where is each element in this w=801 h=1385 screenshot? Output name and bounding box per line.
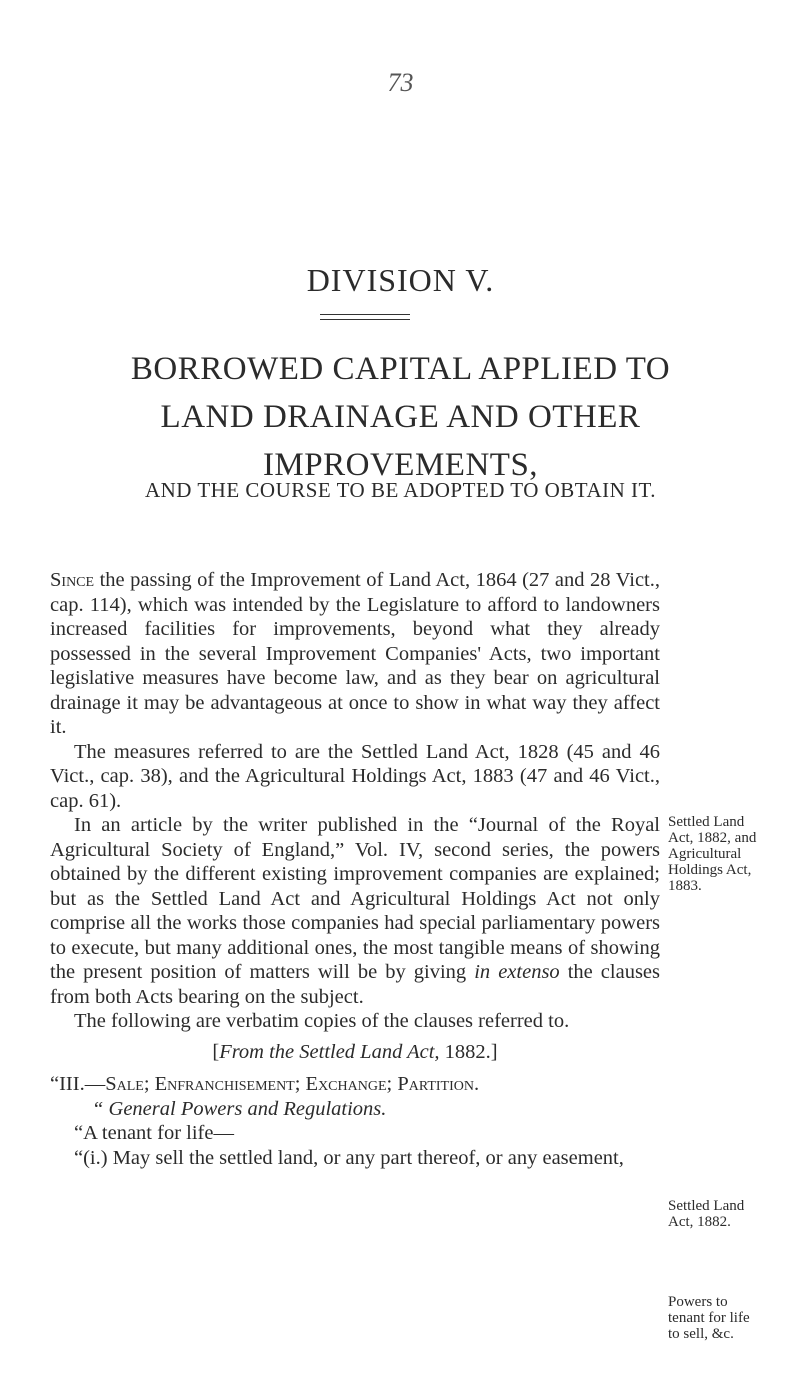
margin-note-1-line: Agricultural [668,846,742,862]
margin-note-2-line: Settled Land [668,1198,745,1214]
chapter-subtitle: AND THE COURSE TO BE ADOPTED TO OBTAIN IT. [144,478,657,502]
margin-note-1-line: 1883. [668,878,702,894]
general-powers-heading: “ General Powers and Regulations. [92,1097,387,1120]
margin-note-3-line: to sell, &c. [668,1326,734,1342]
paragraph-2: The measures referred to are the Settled Land Act, 1828 (45 and 46 Vict., cap. 38), and the Agricultural Holdings Act, 1883 (47 and 46 Vict., cap. 61). [50,740,660,812]
title-line-3: IMPROVEMENTS, [262,447,539,483]
margin-note-3-line: tenant for life [668,1310,750,1326]
margin-note-2-line: Act, 1882. [668,1214,731,1230]
margin-note-3-line: Powers to [668,1294,728,1310]
source-bracket: [ [212,1040,220,1063]
chapter-title [0,345,801,489]
paragraph-3-text: In an article by the writer published in the “Journal of the Royal Agricultural Society of England,” Vol. IV, second series, the powers obtained by the different existing improvement companies are explained; but as the Settled Land Act and Agricultural Holdings Act not only comprise all the works those companies had special parliamentary powers to execute, but many additional ones, the most tangible means of showing the present position of matters will be by giving [50,814,660,983]
margin-note-1-line: Holdings Act, [668,862,752,878]
title-line-2: LAND DRAINAGE AND OTHER [160,399,641,435]
tenant-for-life: “A tenant for life— [74,1122,234,1144]
source-italic: From the Settled Land Act, [219,1040,440,1063]
clause-heading: “III.—Sale; Enfranchisement; Exchange; Partition. [50,1073,480,1095]
margin-note-settled-land-1882 [668,1198,798,1230]
heading-rule-lower [320,319,410,320]
heading-rule [320,314,410,315]
source-line [50,1040,660,1065]
paragraph-3-end: the clauses from both Acts bearing on the subject. [50,961,661,1008]
margin-note-powers-tenant [668,1294,798,1342]
paragraph-1 [50,568,660,740]
margin-note-1-line: Settled Land [668,814,745,830]
division-heading: DIVISION V. [306,262,495,298]
title-line-1: BORROWED CAPITAL APPLIED TO [130,351,671,387]
page-number: 73 [387,68,414,97]
paragraph-3-italic: in extenso [474,961,560,983]
margin-note-settled-land-agricultural [668,814,798,894]
paragraph-1-lead: Since [50,569,95,591]
paragraph-3 [50,813,660,1009]
margin-note-1-line: Act, 1882, and [668,830,757,846]
source-year: 1882.] [439,1040,498,1063]
paragraph-1-text: the passing of the Improvement of Land Act, 1864 (27 and 28 Vict., cap. 114), which was intended by the Legislature to afford to landowners increased facilities for improvements, beyond what they already possessed in the several Improvement Companies' Acts, two important legislative measures have become law, and as they bear on agricultural drainage it may be advantageous at once to show in what way they affect it. [50,569,660,738]
clause-i: “(i.) May sell the settled land, or any part thereof, or any easement, [74,1146,624,1169]
paragraph-4: The following are verbatim copies of the clauses referred to. [74,1010,570,1032]
body-text [50,568,660,1170]
